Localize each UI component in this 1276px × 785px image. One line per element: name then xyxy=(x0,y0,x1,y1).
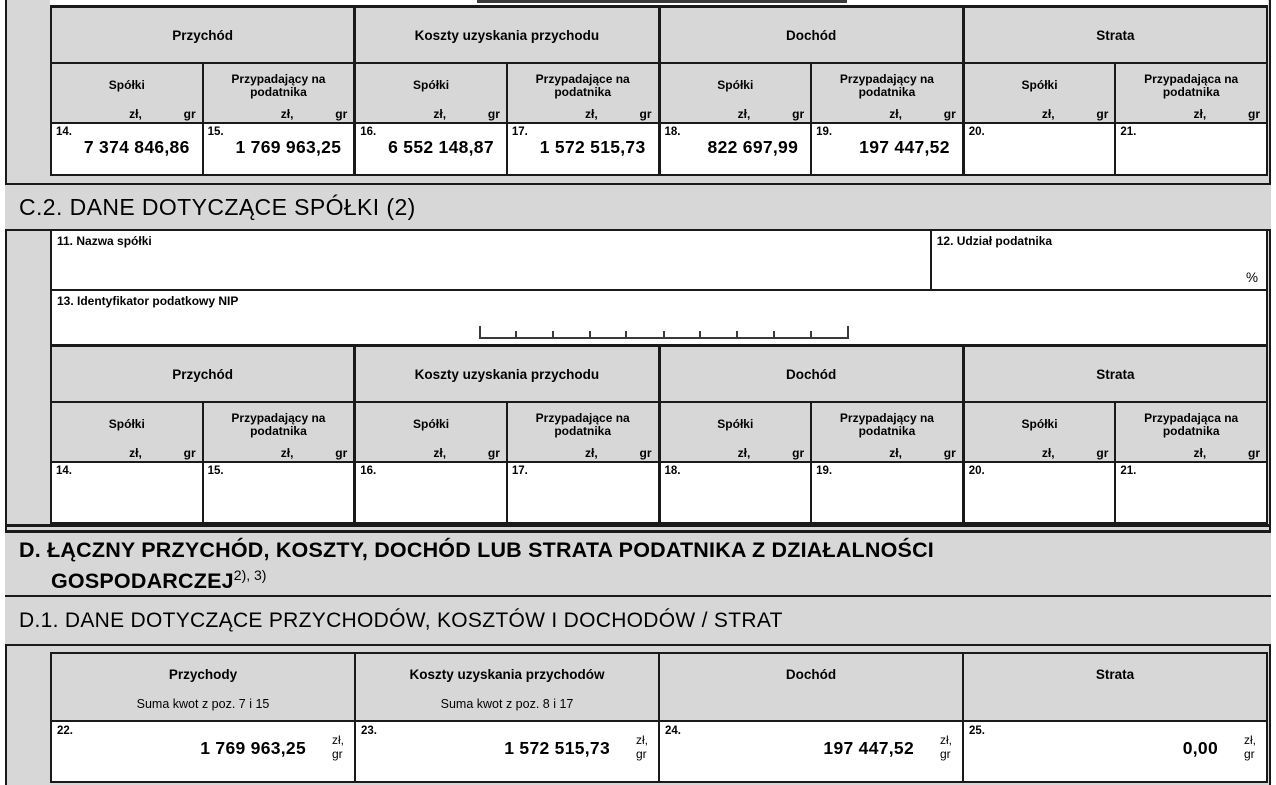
unit-gr: gr xyxy=(487,107,500,121)
field-18-spolka2[interactable] xyxy=(661,463,811,522)
field-17-spolka2[interactable] xyxy=(508,463,658,522)
section-c2-table xyxy=(52,347,1266,522)
group-title: Koszty uzyskania przychodu xyxy=(356,8,657,64)
section-divider-line xyxy=(5,524,1271,527)
column-title: Przychody xyxy=(168,667,238,682)
section-d1-title: D.1. DANE DOTYCZĄCE PRZYCHODÓW, KOSZTÓW I DOCHODÓW / STRAT xyxy=(19,608,783,632)
unit-zl: zł, xyxy=(940,733,952,747)
field-number: 17. xyxy=(511,126,528,138)
field-number: 21. xyxy=(1120,465,1137,477)
section-d-title-line2 xyxy=(51,563,1271,594)
column-header-label: Przypadające na podatnika xyxy=(535,410,630,438)
unit-gr: gr xyxy=(487,446,500,460)
section-c2-block xyxy=(50,231,1268,524)
field-number: 22. xyxy=(57,725,73,737)
group-title: Strata xyxy=(965,8,1266,64)
field-value: 822 697,99 xyxy=(707,137,799,157)
column-strata xyxy=(964,654,1266,781)
field-number: 14. xyxy=(56,465,72,477)
unit-gr: gr xyxy=(183,107,196,121)
field-value: 197 447,52 xyxy=(859,137,950,157)
row-11-12 xyxy=(52,231,1266,291)
field-value: 1 572 515,73 xyxy=(504,738,610,758)
group-columns xyxy=(965,403,1266,522)
column-header xyxy=(508,403,658,463)
field-21-spolka2[interactable] xyxy=(1116,463,1266,522)
unit-zl: zł, xyxy=(280,446,294,460)
field-20-spolka2[interactable] xyxy=(965,463,1115,522)
unit-zl: zł, xyxy=(584,107,598,121)
unit-gr: gr xyxy=(940,747,951,761)
unit-zl: zł, xyxy=(1244,733,1256,747)
field-17[interactable] xyxy=(508,124,658,174)
unit-gr: gr xyxy=(1248,107,1260,121)
unit-zl-gr xyxy=(1244,733,1256,761)
column-header xyxy=(52,64,202,124)
unit-zl-gr xyxy=(636,733,648,761)
section-d-header xyxy=(5,533,1271,597)
section-d1-header xyxy=(5,597,1271,646)
field-16-spolka2[interactable] xyxy=(356,463,506,522)
percent-unit: % xyxy=(1245,270,1258,285)
field-value: 7 374 846,86 xyxy=(83,137,190,157)
field-19[interactable] xyxy=(812,124,962,174)
column-header xyxy=(356,403,506,463)
unit-gr: gr xyxy=(943,446,956,460)
nip-ruler-icon xyxy=(479,324,849,339)
group-przychod xyxy=(52,8,356,174)
field-12-label: 12. Udział podatnika xyxy=(936,234,1053,248)
unit-gr: gr xyxy=(792,107,805,121)
column-title: Strata xyxy=(1095,667,1135,682)
column-header xyxy=(1116,64,1266,124)
column-21 xyxy=(1116,64,1266,174)
column-header xyxy=(52,403,202,463)
section-d-title-line1: D. ŁĄCZNY PRZYCHÓD, KOSZTY, DOCHÓD LUB STRATA PODATNIKA Z DZIAŁALNOŚCI xyxy=(19,538,934,562)
field-number: 16. xyxy=(360,126,377,138)
column-21 xyxy=(1116,403,1266,522)
field-value: 1 572 515,73 xyxy=(539,137,646,157)
group-columns xyxy=(356,403,657,522)
column-header-label: Spółki xyxy=(413,417,450,431)
unit-zl-gr xyxy=(940,733,952,761)
group-title: Przychód xyxy=(52,8,353,64)
column-header xyxy=(812,403,962,463)
group-koszty xyxy=(356,8,660,174)
field-number: 17. xyxy=(511,465,528,477)
unit-gr: gr xyxy=(332,747,343,761)
field-21[interactable] xyxy=(1116,124,1266,174)
unit-zl-gr xyxy=(332,733,344,761)
field-15-spolka2[interactable] xyxy=(204,463,354,522)
column-18 xyxy=(661,403,813,522)
group-columns xyxy=(661,403,962,522)
unit-zl: zł, xyxy=(1041,107,1055,121)
unit-zl: zł, xyxy=(1041,446,1055,460)
field-number: 24. xyxy=(665,725,681,737)
unit-zl: zł, xyxy=(584,446,598,460)
column-18 xyxy=(661,64,813,174)
column-title: Koszty uzyskania przychodów xyxy=(409,667,605,682)
column-header-label: Przypadający na podatnika xyxy=(231,71,326,99)
column-15 xyxy=(204,403,354,522)
group-przychod xyxy=(52,347,356,522)
column-header xyxy=(965,64,1115,124)
field-11-nazwa-spolki[interactable] xyxy=(52,231,932,289)
column-header xyxy=(965,403,1115,463)
section-d1-table xyxy=(50,652,1268,783)
column-header-label: Przypadające na podatnika xyxy=(535,71,630,99)
unit-zl: zł, xyxy=(636,733,648,747)
column-header-label: Przypadająca na podatnika xyxy=(1144,71,1239,99)
field-15[interactable] xyxy=(204,124,354,174)
field-number: 16. xyxy=(360,465,377,477)
column-header xyxy=(52,654,354,722)
column-header-label: Przypadający na podatnika xyxy=(231,410,326,438)
unit-gr: gr xyxy=(335,107,348,121)
column-header-label: Spółki xyxy=(108,417,145,431)
group-strata xyxy=(965,347,1266,522)
column-header xyxy=(812,64,962,124)
field-19-spolka2[interactable] xyxy=(812,463,962,522)
column-header-label: Spółki xyxy=(1021,417,1058,431)
group-columns xyxy=(965,64,1266,174)
field-number: 19. xyxy=(816,465,833,477)
column-16 xyxy=(356,403,508,522)
field-16[interactable] xyxy=(356,124,506,174)
group-title: Strata xyxy=(965,347,1266,403)
group-koszty xyxy=(356,347,660,522)
unit-gr: gr xyxy=(1248,446,1260,460)
group-title: Przychód xyxy=(52,347,353,403)
field-value: 0,00 xyxy=(1182,738,1218,758)
group-title: Koszty uzyskania przychodu xyxy=(356,347,657,403)
field-25[interactable] xyxy=(964,722,1266,781)
column-20 xyxy=(965,403,1117,522)
column-subtitle: Suma kwot z poz. 7 i 15 xyxy=(136,697,270,711)
unit-gr: gr xyxy=(183,446,196,460)
unit-zl: zł, xyxy=(332,733,344,747)
group-columns xyxy=(52,403,353,522)
nip-ruler-cut-icon xyxy=(477,0,847,3)
group-strata xyxy=(965,8,1266,174)
field-13-label: 13. Identyfikator podatkowy NIP xyxy=(57,294,239,308)
group-title: Dochód xyxy=(661,347,962,403)
unit-zl: zł, xyxy=(280,107,294,121)
group-title: Dochód xyxy=(661,8,962,64)
column-header-label: Przypadająca na podatnika xyxy=(1144,410,1239,438)
column-header xyxy=(964,654,1266,722)
unit-zl: zł, xyxy=(129,107,142,121)
column-header xyxy=(356,64,506,124)
group-columns xyxy=(356,64,657,174)
column-subtitle: Suma kwot z poz. 8 i 17 xyxy=(440,697,574,711)
field-value: 6 552 148,87 xyxy=(388,137,494,157)
column-dochod xyxy=(660,654,964,781)
column-19 xyxy=(812,403,962,522)
column-17 xyxy=(508,64,658,174)
field-11-label: 11. Nazwa spółki xyxy=(57,234,152,248)
field-22[interactable] xyxy=(52,722,354,781)
field-number: 15. xyxy=(207,126,224,138)
column-16 xyxy=(356,64,508,174)
column-17 xyxy=(508,403,658,522)
unit-gr: gr xyxy=(1096,446,1109,460)
column-header-label: Przypadający na podatnika xyxy=(839,410,934,438)
unit-zl: zł, xyxy=(1193,446,1207,460)
unit-gr: gr xyxy=(792,446,805,460)
unit-zl: zł, xyxy=(433,107,447,121)
field-number: 18. xyxy=(664,126,681,138)
unit-gr: gr xyxy=(636,747,647,761)
column-header-label: Spółki xyxy=(1021,78,1058,92)
column-header-label: Spółki xyxy=(413,78,450,92)
group-dochod xyxy=(661,8,965,174)
unit-zl: zł, xyxy=(129,446,142,460)
field-14[interactable] xyxy=(52,124,202,174)
column-header-label: Spółki xyxy=(108,78,145,92)
column-przychody xyxy=(52,654,356,781)
field-18[interactable] xyxy=(661,124,811,174)
field-value: 197 447,52 xyxy=(823,738,914,758)
unit-zl: zł, xyxy=(433,446,447,460)
column-header-label: Spółki xyxy=(717,78,754,92)
group-dochod xyxy=(661,347,965,522)
field-14-spolka2[interactable] xyxy=(52,463,202,522)
field-number: 20. xyxy=(968,465,985,477)
column-20 xyxy=(965,64,1117,174)
column-15 xyxy=(204,64,354,174)
field-12-udzial-podatnika[interactable] xyxy=(932,231,1266,289)
column-19 xyxy=(812,64,962,174)
column-header xyxy=(204,403,354,463)
unit-gr: gr xyxy=(1244,747,1255,761)
field-24[interactable] xyxy=(660,722,962,781)
field-number: 15. xyxy=(207,465,224,477)
field-value: 1 769 963,25 xyxy=(235,137,342,157)
column-header-label: Spółki xyxy=(717,417,754,431)
field-number: 23. xyxy=(361,725,377,737)
unit-gr: gr xyxy=(639,107,652,121)
column-koszty xyxy=(356,654,660,781)
group-columns xyxy=(661,64,962,174)
unit-gr: gr xyxy=(1096,107,1109,121)
unit-gr: gr xyxy=(639,446,652,460)
column-header-label: Przypadający na podatnika xyxy=(839,71,934,99)
field-23[interactable] xyxy=(356,722,658,781)
field-number: 18. xyxy=(664,465,681,477)
field-number: 21. xyxy=(1120,126,1137,138)
group-columns xyxy=(52,64,353,174)
column-header xyxy=(356,654,658,722)
footnote-superscript: 2), 3) xyxy=(233,567,267,583)
field-20[interactable] xyxy=(965,124,1115,174)
field-value: 1 769 963,25 xyxy=(200,738,306,758)
unit-zl: zł, xyxy=(889,446,902,460)
field-number: 20. xyxy=(968,126,985,138)
column-header xyxy=(1116,403,1266,463)
section-c2-header xyxy=(5,183,1271,231)
section-c1-table xyxy=(50,5,1268,176)
section-d-title-line2-text: GOSPODARCZEJ xyxy=(51,569,234,594)
section-c2-title: C.2. DANE DOTYCZĄCE SPÓŁKI (2) xyxy=(19,193,416,220)
unit-zl: zł, xyxy=(889,107,902,121)
column-header xyxy=(661,403,811,463)
column-header xyxy=(508,64,658,124)
unit-gr: gr xyxy=(943,107,956,121)
unit-gr: gr xyxy=(335,446,348,460)
column-14 xyxy=(52,403,204,522)
field-13-nip[interactable] xyxy=(52,291,1266,347)
unit-zl: zł, xyxy=(737,446,751,460)
column-header xyxy=(204,64,354,124)
column-14 xyxy=(52,64,204,174)
column-title: Dochód xyxy=(785,667,837,682)
unit-zl: zł, xyxy=(1193,107,1207,121)
unit-zl: zł, xyxy=(737,107,751,121)
field-number: 14. xyxy=(56,126,72,138)
column-header xyxy=(661,64,811,124)
field-number: 19. xyxy=(816,126,833,138)
column-header xyxy=(660,654,962,722)
field-number: 25. xyxy=(969,725,985,737)
